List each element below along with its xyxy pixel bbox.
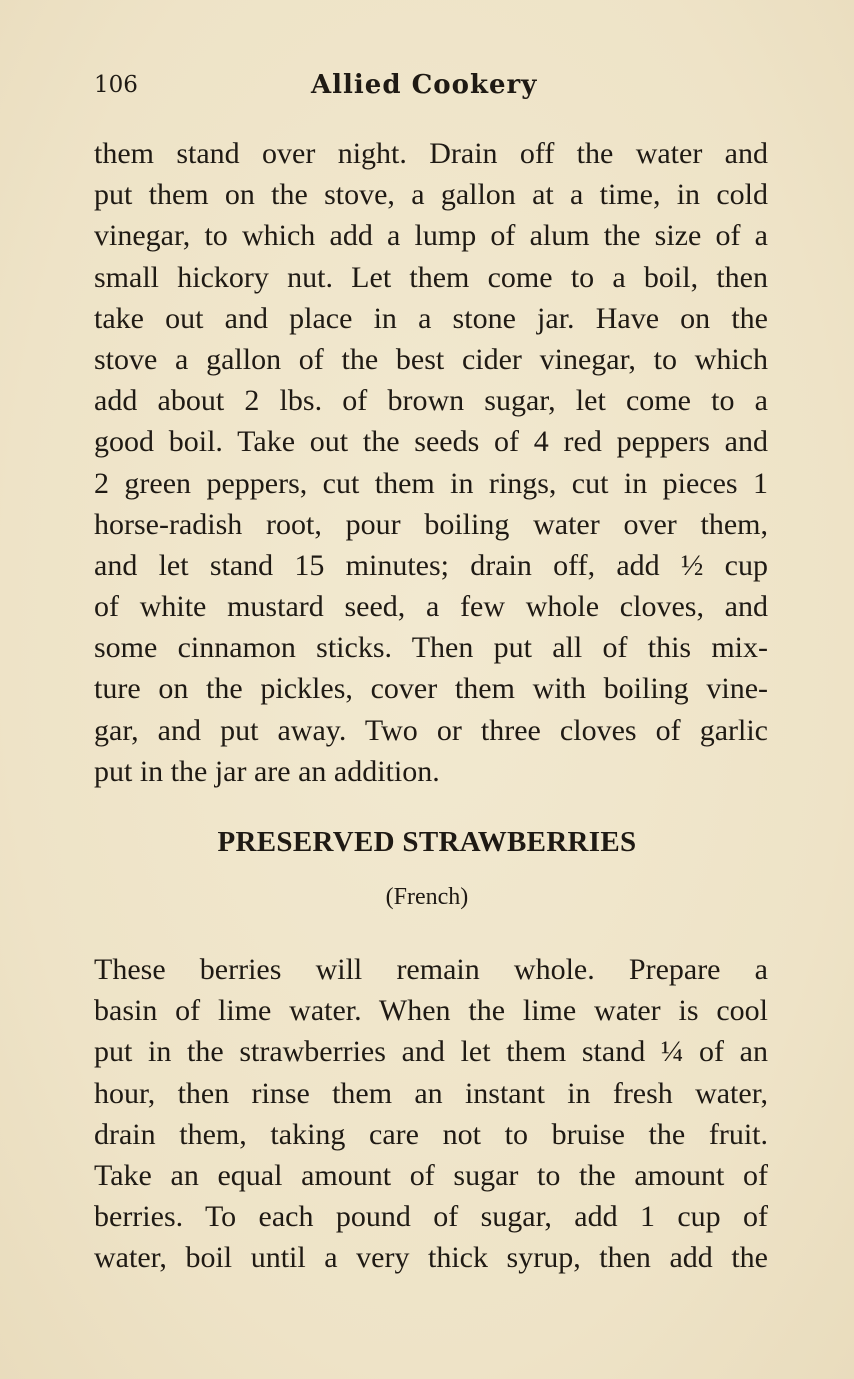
text-line: berries. To each pound of sugar, add 1 cup of — [94, 1200, 768, 1234]
text-line: them stand over night. Drain off the water and — [94, 137, 768, 170]
text-line: some cinnamon sticks. Then put all of this mix- — [94, 631, 768, 665]
section-subheading: (French) — [385, 884, 469, 910]
text-line: stove a gallon of the best cider vinegar, to which — [94, 342, 768, 376]
text-line: of white mustard seed, a few whole cloves, and — [94, 590, 768, 624]
text-line: vinegar, to which add a lump of alum the size of a — [94, 219, 768, 253]
text-line: basin of lime water. When the lime water is cool — [94, 994, 768, 1028]
text-line: 2 green peppers, cut them in rings, cut in pieces 1 — [94, 466, 768, 500]
running-title: Allied Cookery — [311, 70, 538, 100]
text-line: ture on the pickles, cover them with boiling vine- — [94, 672, 768, 706]
text-line: put in the strawberries and let them stand ¼ of an — [94, 1035, 768, 1069]
text-line: put them on the stove, a gallon at a time, in cold — [94, 178, 768, 212]
text-line: gar, and put away. Two or three cloves of garlic — [94, 713, 768, 747]
text-line: add about 2 lbs. of brown sugar, let come to a — [94, 384, 768, 418]
text-line: take out and place in a stone jar. Have on the — [94, 301, 768, 335]
text-line: These berries will remain whole. Prepare a — [94, 953, 768, 986]
text-line: hour, then rinse them an instant in fresh water, — [94, 1076, 768, 1110]
text-line: water, boil until a very thick syrup, then add the — [94, 1241, 768, 1275]
text-line: good boil. Take out the seeds of 4 red peppers and — [94, 425, 768, 459]
pickle-recipe-paragraph — [94, 133, 768, 792]
text-line: Take an equal amount of sugar to the amount of — [94, 1158, 768, 1192]
text-line: horse-radish root, pour boiling water over them, — [94, 507, 768, 541]
strawberry-recipe-paragraph — [94, 949, 768, 1279]
page-header — [94, 72, 766, 108]
text-line: and let stand 15 minutes; drain off, add ½ cup — [94, 548, 768, 582]
page-number: 106 — [94, 72, 138, 98]
section-heading: PRESERVED STRAWBERRIES — [217, 826, 637, 858]
text-line: drain them, taking care not to bruise the fruit. — [94, 1117, 768, 1151]
text-line: small hickory nut. Let them come to a boil, then — [94, 260, 768, 294]
text-line: put in the jar are an addition. — [94, 754, 440, 788]
